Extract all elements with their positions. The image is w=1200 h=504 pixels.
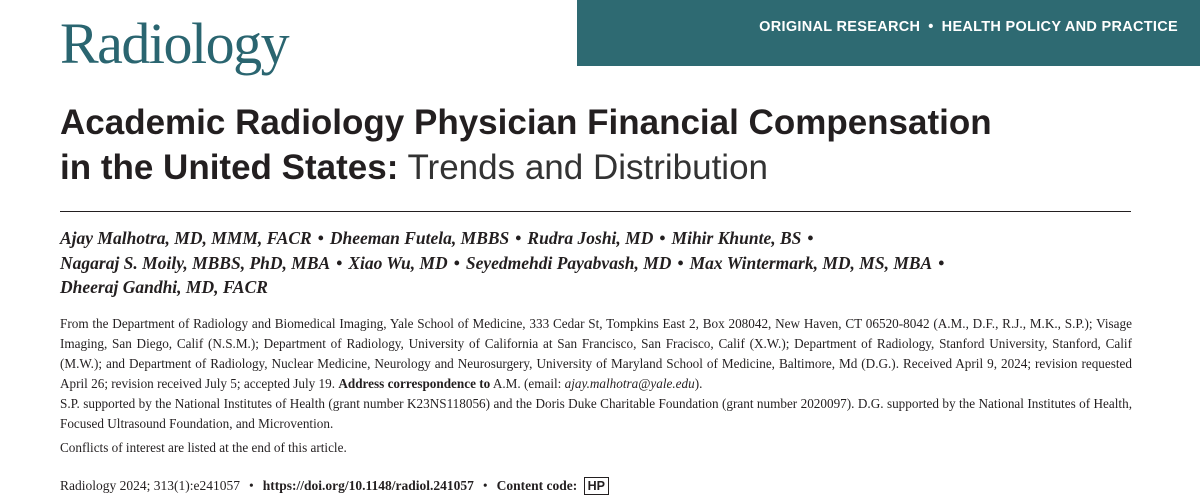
content-code-label: Content code: xyxy=(496,478,578,493)
correspondence-label: Address correspondence to xyxy=(338,376,491,391)
author-name: Mihir Khunte, BS xyxy=(671,228,802,248)
affiliation-paragraph xyxy=(60,314,1132,394)
author-separator: • xyxy=(659,228,666,248)
author-name: Seyedmehdi Payabvash, MD xyxy=(465,252,672,273)
author-name: Dheeraj Gandhi, MD, FACR xyxy=(60,277,268,297)
funding-paragraph: S.P. supported by the National Institutes of Health (grant number K23NS118056) and the Doris Duke Charitable Foundation (grant number 2020097). D.G. supported by the National Institutes of Health, Focused Ultrasound Foundation, and Microvention. xyxy=(60,396,1132,431)
banner-separator: • xyxy=(928,19,934,35)
author-name: Rudra Joshi, MD xyxy=(527,228,654,248)
title-divider xyxy=(60,211,1131,212)
section-banner xyxy=(577,0,1200,66)
banner-text xyxy=(759,19,1178,35)
correspondence-text: A.M. (email: xyxy=(490,376,565,391)
author-list xyxy=(60,226,1140,300)
citation-line xyxy=(60,477,609,495)
correspondence-email[interactable]: ajay.malhotra@yale.edu xyxy=(564,376,695,391)
author-separator: • xyxy=(453,252,460,273)
citation-separator: • xyxy=(482,478,488,493)
citation-separator: • xyxy=(248,478,254,493)
author-separator: • xyxy=(317,228,324,248)
author-separator: • xyxy=(677,252,684,273)
author-separator: • xyxy=(515,228,522,248)
author-separator: • xyxy=(807,228,814,248)
author-separator: • xyxy=(336,252,343,273)
author-name: Ajay Malhotra, MD, MMM, FACR xyxy=(60,228,312,248)
title-subtitle: Trends and Distribution xyxy=(398,148,769,187)
author-name: Xiao Wu, MD xyxy=(348,252,448,273)
journal-logo: Radiology xyxy=(60,11,289,76)
citation-reference: Radiology 2024; 313(1):e241057 xyxy=(60,478,240,493)
conflicts-paragraph: Conflicts of interest are listed at the end of this article. xyxy=(60,440,347,455)
title-line-2: in the United States: xyxy=(60,148,399,187)
author-name: Nagaraj S. Moily, MBBS, PhD, MBA xyxy=(60,252,331,273)
affiliation-text: From the Department of Radiology and Biomedical Imaging, Yale School of Medicine, 333 Cedar St, Tompkins East 2, Box 208042, New Haven, CT 06520-8042 (A.M., D.F., R.J., M.K., S.P.); Visage Imaging, San Diego, Calif (N.S.M.); Department of Radiology, University of California at San Francisco, San Fracisco, Calif (X.W.); Department of Radiology, Stanford University, Stanford, Calif (M.W.); and Department of Radiology, Nuclear Medicine, Neurology and Neurosurgery, University of Maryland School of Medicine, Baltimore, Md (D.G.). Received April 9, 2024; revision requested April 26; revision received July 5; accepted July 19. xyxy=(60,316,1132,391)
article-title xyxy=(60,100,1140,190)
author-name: Dheeman Futela, MBBS xyxy=(329,228,510,248)
banner-subsection: HEALTH POLICY AND PRACTICE xyxy=(941,19,1178,35)
content-code-badge: HP xyxy=(584,477,609,495)
doi-link[interactable]: https://doi.org/10.1148/radiol.241057 xyxy=(262,478,474,493)
correspondence-closing: ). xyxy=(694,376,703,391)
author-name: Max Wintermark, MD, MS, MBA xyxy=(689,252,933,273)
banner-section: ORIGINAL RESEARCH xyxy=(759,19,921,35)
author-separator: • xyxy=(938,252,945,273)
title-line-1: Academic Radiology Physician Financial Compensation xyxy=(60,103,992,142)
